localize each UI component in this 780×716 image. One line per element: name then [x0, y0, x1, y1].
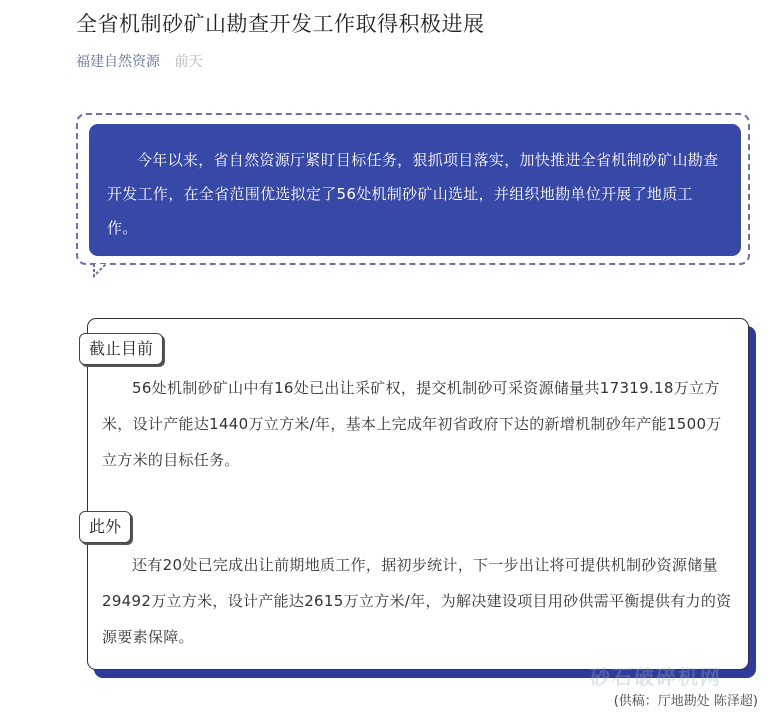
watermark: 砂石破碎机网 [590, 665, 722, 689]
section-paragraph-2: 还有20处已完成出让前期地质工作，据初步统计，下一步出让将可提供机制砂资源储量29492万立方米，设计产能达2615万立方米/年，为解决建设项目用砂供需平衡提供有力的资源要素保障。 [102, 556, 732, 646]
article-title: 全省机制砂矿山勘查开发工作取得积极进展 [76, 12, 485, 36]
account-name-link[interactable]: 福建自然资源 [76, 54, 160, 70]
section-tag-as-of-now: 截止目前 [79, 333, 163, 365]
intro-callout [89, 124, 741, 256]
speech-bubble-tail [92, 262, 108, 278]
section-paragraph-1: 56处机制砂矿山中有16处已出让采矿权，提交机制砂可采资源储量共17319.18万立方米，设计产能达1440万立方米/年，基本上完成年初省政府下达的新增机制砂年产能1500万立方米的目标任务。 [102, 379, 722, 469]
article-meta [76, 51, 202, 71]
intro-text: 今年以来，省自然资源厅紧盯目标任务，狠抓项目落实，加快推进全省机制砂矿山勘查开发工作，在全省范围优选拟定了56处机制砂矿山选址，并组织地勘单位开展了地质工作。 [107, 151, 719, 237]
author-credit: (供稿：厅地勘处 陈泽超) [613, 694, 758, 709]
section-tag-additionally: 此外 [79, 511, 131, 543]
publish-time: 前天 [174, 54, 203, 70]
